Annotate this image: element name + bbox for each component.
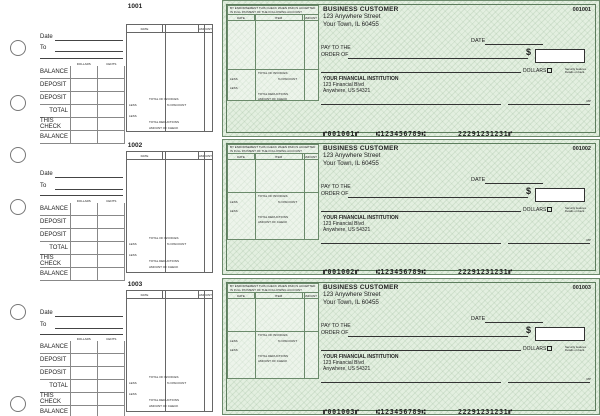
total-invoices-label: TOTAL OF INVOICES — [258, 333, 288, 337]
bank-city: Anywhere, US 54321 — [323, 87, 371, 94]
total-label: TOTAL — [49, 245, 68, 251]
amount-words-field[interactable] — [321, 211, 521, 212]
check-stub — [0, 139, 222, 277]
amount-col-label: AMOUNT — [304, 15, 317, 20]
date-label: DATE — [471, 177, 486, 183]
cents-col-label: CENTS — [106, 337, 117, 341]
endorsement-notice: BY ENDORSEMENT THIS CHECK WHEN PAID IS ACCEPTED IN FULL PAYMENT OF THE FOLLOWING ACCOUNT — [228, 6, 318, 15]
total-label: TOTAL — [49, 383, 68, 389]
this-check-label: THIS CHECK — [40, 118, 62, 130]
check-stubs — [0, 0, 222, 416]
signature-field[interactable] — [508, 104, 590, 105]
deposit-row[interactable] — [40, 216, 125, 229]
dollars-label: DOLLARS — [523, 68, 552, 74]
total-invoices-label: TOTAL OF INVOICES — [149, 236, 179, 240]
total-invoices-label: TOTAL OF INVOICES — [149, 97, 179, 101]
deposit-row[interactable] — [40, 367, 125, 380]
amount-col-label: AMOUNT — [199, 26, 212, 31]
binder-hole-icon — [10, 199, 26, 215]
binder-hole-icon — [10, 147, 26, 163]
dollars-col-label: DOLLARS — [76, 199, 91, 203]
less-label: LESS — [129, 114, 137, 118]
amount-of-check-label: AMOUNT OF CHECK — [258, 220, 288, 224]
less-label: LESS — [129, 392, 137, 396]
micr-check-number: ⑈001001⑈ — [323, 130, 360, 138]
deposit-label: DEPOSIT — [40, 370, 67, 376]
date-label: Date — [40, 310, 53, 316]
total-deductions-label: TOTAL DEDUCTIONS — [258, 92, 288, 96]
bank-city: Anywhere, US 54321 — [323, 226, 371, 233]
this-check-row[interactable] — [40, 118, 125, 131]
less-label: LESS — [129, 242, 137, 246]
mp-label: MP — [586, 238, 591, 242]
security-note: Security features. Details on back. — [565, 206, 587, 213]
deposit-label: DEPOSIT — [40, 82, 67, 88]
micr-check-number: ⑈001003⑈ — [323, 408, 360, 416]
date-label: Date — [40, 34, 53, 40]
dollar-sign: $ — [526, 186, 532, 196]
pay-to-label: PAY TO THE ORDER OF — [321, 184, 351, 197]
binder-hole-icon — [10, 95, 26, 111]
dollars-col-label: DOLLARS — [76, 337, 91, 341]
security-lock-icon — [547, 68, 552, 73]
discount-label: % DISCOUNT — [278, 200, 298, 204]
micr-account: 22291231231⑈ — [458, 408, 513, 416]
bank-city: Anywhere, US 54321 — [323, 365, 371, 372]
balance-label: BALANCE — [40, 134, 69, 140]
date-col-label: DATE — [228, 15, 255, 20]
deposit-label: DEPOSIT — [40, 357, 67, 363]
amount-col-label: AMOUNT — [304, 293, 317, 298]
total-row[interactable] — [40, 380, 125, 393]
amount-col-label: AMOUNT — [199, 292, 212, 297]
customer-street: 123 Anywhere Street — [323, 13, 381, 20]
date-label: DATE — [471, 38, 486, 44]
binder-hole-icon — [10, 304, 26, 320]
check-number: 001003 — [572, 285, 591, 291]
total-invoices-label: TOTAL OF INVOICES — [149, 375, 179, 379]
date-label: Date — [40, 171, 53, 177]
voucher-panel — [227, 144, 319, 240]
to-label: To — [40, 45, 47, 51]
item-col-label: ITEM — [255, 15, 303, 20]
memo-field[interactable] — [321, 104, 501, 105]
customer-city: Your Town, IL 60455 — [323, 20, 379, 28]
micr-account: 22291231231⑈ — [458, 130, 513, 138]
amount-field[interactable] — [535, 49, 585, 63]
amount-words-field[interactable] — [321, 350, 521, 351]
customer-city: Your Town, IL 60455 — [323, 298, 379, 306]
check-stub — [0, 278, 222, 416]
invoice-table — [126, 151, 213, 273]
to-field[interactable] — [55, 328, 123, 329]
amount-field[interactable] — [535, 327, 585, 341]
total-invoices-label: TOTAL OF INVOICES — [258, 71, 288, 75]
less-label: LESS — [129, 103, 137, 107]
less-label: LESS — [230, 200, 238, 204]
micr-routing: ⑆123456789⑆ — [376, 268, 427, 276]
balance-row[interactable] — [40, 406, 125, 416]
item-col-label: ITEM — [255, 293, 303, 298]
date-col-label: DATE — [228, 154, 255, 159]
micr-account: 22291231231⑈ — [458, 268, 513, 276]
to-field[interactable] — [55, 189, 123, 190]
security-note: Security features. Details on back. — [565, 67, 587, 74]
amount-col-label: AMOUNT — [304, 154, 317, 159]
less-label: LESS — [230, 339, 238, 343]
deposit-row[interactable] — [40, 79, 125, 92]
security-lock-icon — [547, 207, 552, 212]
to-field[interactable] — [55, 51, 123, 52]
to-label: To — [40, 322, 47, 328]
balance-label: BALANCE — [40, 344, 69, 350]
amount-of-check-label: AMOUNT OF CHECK — [149, 126, 179, 130]
pay-to-label: PAY TO THE ORDER OF — [321, 323, 351, 336]
dollar-sign: $ — [526, 47, 532, 57]
less-label: LESS — [230, 348, 238, 352]
amount-of-check-label: AMOUNT OF CHECK — [149, 265, 179, 269]
date-field[interactable] — [485, 183, 543, 184]
stub-number: 1003 — [127, 281, 143, 288]
this-check-label: THIS CHECK — [40, 255, 62, 267]
date-col-label: DATE — [127, 25, 163, 32]
binder-hole-icon — [10, 40, 26, 56]
total-deductions-label: TOTAL DEDUCTIONS — [149, 120, 179, 124]
endorsement-notice: BY ENDORSEMENT THIS CHECK WHEN PAID IS ACCEPTED IN FULL PAYMENT OF THE FOLLOWING ACCOUNT — [228, 284, 318, 293]
memo-field[interactable] — [321, 243, 501, 244]
endorsement-notice: BY ENDORSEMENT THIS CHECK WHEN PAID IS ACCEPTED IN FULL PAYMENT OF THE FOLLOWING ACCOUNT — [228, 145, 318, 154]
balance-label: BALANCE — [40, 206, 69, 212]
total-row[interactable] — [40, 242, 125, 255]
customer-street: 123 Anywhere Street — [323, 291, 381, 298]
amount-of-check-label: AMOUNT OF CHECK — [258, 97, 288, 101]
customer-street: 123 Anywhere Street — [323, 152, 381, 159]
bank-name: YOUR FINANCIAL INSTITUTION — [323, 215, 399, 221]
mp-label: MP — [586, 377, 591, 381]
payee-field[interactable] — [348, 197, 528, 198]
deposit-label: DEPOSIT — [40, 219, 67, 225]
date-label: DATE — [471, 316, 486, 322]
customer-name: BUSINESS CUSTOMER — [323, 284, 399, 291]
invoice-table — [126, 290, 213, 412]
less-label: LESS — [230, 77, 238, 81]
customer-city: Your Town, IL 60455 — [323, 159, 379, 167]
deposit-label: DEPOSIT — [40, 232, 67, 238]
signature-field[interactable] — [508, 243, 590, 244]
customer-name: BUSINESS CUSTOMER — [323, 145, 399, 152]
cents-col-label: CENTS — [106, 199, 117, 203]
mp-label: MP — [586, 99, 591, 103]
date-field[interactable] — [485, 44, 543, 45]
discount-label: % DISCOUNT — [167, 381, 187, 385]
bank-name: YOUR FINANCIAL INSTITUTION — [323, 76, 399, 82]
invoice-table — [126, 24, 213, 132]
dollars-col-label: DOLLARS — [76, 62, 91, 66]
balance-label: BALANCE — [40, 409, 69, 415]
payee-field[interactable] — [348, 336, 528, 337]
deposit-row[interactable] — [40, 92, 125, 105]
to-field-2[interactable] — [40, 195, 123, 196]
less-label: LESS — [129, 253, 137, 257]
date-col-label: DATE — [127, 291, 163, 298]
total-deductions-label: TOTAL DEDUCTIONS — [149, 259, 179, 263]
discount-label: % DISCOUNT — [278, 77, 298, 81]
cents-col-label: CENTS — [106, 62, 117, 66]
date-field[interactable] — [55, 40, 123, 41]
to-field-2[interactable] — [40, 334, 123, 335]
voucher-panel — [227, 5, 319, 101]
dollars-label: DOLLARS — [523, 207, 552, 213]
bank-street: 123 Financial Blvd — [323, 81, 364, 88]
date-col-label: DATE — [127, 152, 163, 159]
signature-field[interactable] — [508, 382, 590, 383]
amount-field[interactable] — [535, 188, 585, 202]
micr-routing: ⑆123456789⑆ — [376, 408, 427, 416]
date-col-label: DATE — [228, 293, 255, 298]
total-deductions-label: TOTAL DEDUCTIONS — [258, 215, 288, 219]
customer-info — [323, 6, 399, 28]
date-field[interactable] — [485, 322, 543, 323]
date-field[interactable] — [55, 316, 123, 317]
deposit-label: DEPOSIT — [40, 95, 67, 101]
bank-street: 123 Financial Blvd — [323, 359, 364, 366]
less-label: LESS — [129, 381, 137, 385]
to-label: To — [40, 183, 47, 189]
customer-info — [323, 284, 399, 306]
item-col-label: ITEM — [255, 154, 303, 159]
micr-check-number: ⑈001002⑈ — [323, 268, 360, 276]
customer-name: BUSINESS CUSTOMER — [323, 6, 399, 13]
check-number: 001002 — [572, 146, 591, 152]
discount-label: % DISCOUNT — [167, 242, 187, 246]
check-number: 001001 — [572, 7, 591, 13]
check — [222, 0, 600, 137]
binder-hole-icon — [10, 396, 26, 412]
this-check-row[interactable] — [40, 393, 125, 406]
to-field-2[interactable] — [40, 58, 123, 59]
security-note: Security features. Details on back. — [565, 345, 587, 352]
less-label: LESS — [230, 209, 238, 213]
dollars-label: DOLLARS — [523, 346, 552, 352]
balance-row[interactable] — [40, 66, 125, 79]
discount-label: % DISCOUNT — [167, 103, 187, 107]
amount-words-field[interactable] — [321, 72, 521, 73]
amount-of-check-label: AMOUNT OF CHECK — [149, 404, 179, 408]
pay-to-label: PAY TO THE ORDER OF — [321, 45, 351, 58]
bank-name: YOUR FINANCIAL INSTITUTION — [323, 354, 399, 360]
dollar-sign: $ — [526, 325, 532, 335]
security-lock-icon — [547, 346, 552, 351]
date-field[interactable] — [55, 177, 123, 178]
this-check-row[interactable] — [40, 255, 125, 268]
check — [222, 278, 600, 415]
check — [222, 139, 600, 275]
deposit-row[interactable] — [40, 354, 125, 367]
bank-info — [323, 216, 398, 233]
amount-of-check-label: AMOUNT OF CHECK — [258, 359, 288, 363]
total-deductions-label: TOTAL DEDUCTIONS — [258, 354, 288, 358]
micr-routing: ⑆123456789⑆ — [376, 130, 427, 138]
balance-label: BALANCE — [40, 271, 69, 277]
stub-number: 1002 — [127, 142, 143, 149]
total-invoices-label: TOTAL OF INVOICES — [258, 194, 288, 198]
amount-col-label: AMOUNT — [199, 153, 212, 158]
check-stub — [0, 0, 222, 138]
discount-label: % DISCOUNT — [278, 339, 298, 343]
this-check-label: THIS CHECK — [40, 393, 62, 405]
memo-field[interactable] — [321, 382, 501, 383]
customer-info — [323, 145, 399, 167]
bank-info — [323, 355, 398, 372]
total-deductions-label: TOTAL DEDUCTIONS — [149, 398, 179, 402]
payee-field[interactable] — [348, 58, 528, 59]
voucher-panel — [227, 283, 319, 379]
balance-row[interactable] — [40, 341, 125, 354]
total-label: TOTAL — [49, 108, 68, 114]
deposit-row[interactable] — [40, 229, 125, 242]
less-label: LESS — [230, 86, 238, 90]
bank-street: 123 Financial Blvd — [323, 220, 364, 227]
balance-row[interactable] — [40, 203, 125, 216]
bank-info — [323, 77, 398, 94]
stub-number: 1001 — [127, 3, 143, 10]
total-row[interactable] — [40, 105, 125, 118]
balance-label: BALANCE — [40, 69, 69, 75]
